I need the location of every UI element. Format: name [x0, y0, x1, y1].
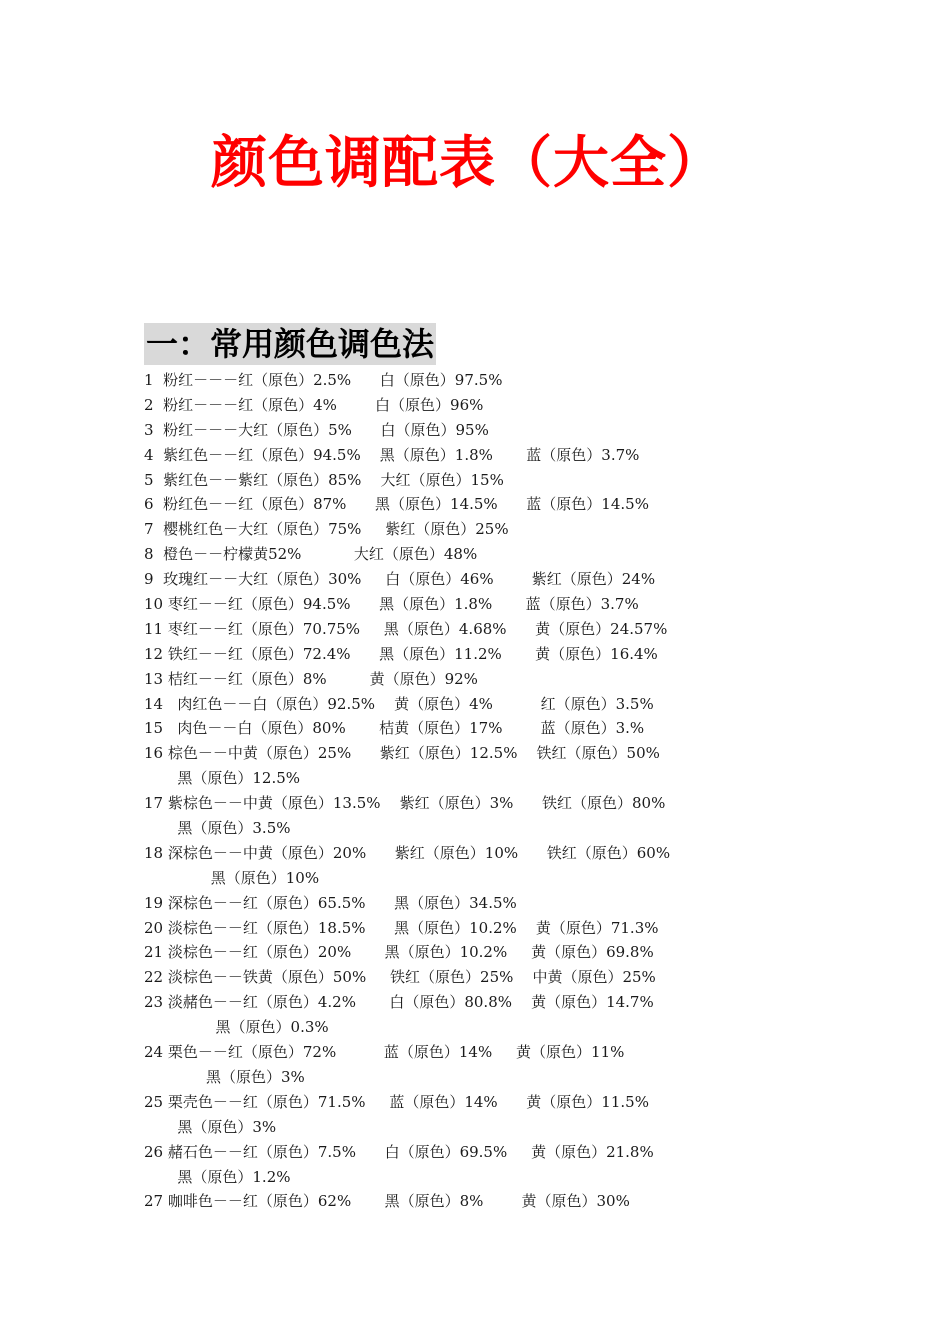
recipe-line: 24 栗色－－红（原色）72% 蓝（原色）14% 黄（原色）11%	[144, 1043, 625, 1062]
recipe-line: 2 粉红－－－红（原色）4% 白（原色）96%	[144, 395, 484, 414]
recipe-line: 黑（原色）3%	[144, 1067, 305, 1086]
recipe-line: 21 淡棕色－－红（原色）20% 黑（原色）10.2% 黄（原色）69.8%	[144, 943, 654, 962]
recipe-line: 9 玫瑰红－－大红（原色）30% 白（原色）46% 紫红（原色）24%	[144, 570, 656, 589]
recipe-line: 4 紫红色－－红（原色）94.5% 黑（原色）1.8% 蓝（原色）3.7%	[144, 445, 640, 464]
recipe-line: 17 紫棕色－－中黄（原色）13.5% 紫红（原色）3% 铁红（原色）80%	[144, 794, 666, 813]
recipe-line: 黑（原色）1.2%	[144, 1167, 291, 1186]
recipe-line: 黑（原色）0.3%	[144, 1018, 329, 1037]
recipe-line: 27 咖啡色－－红（原色）62% 黑（原色）8% 黄（原色）30%	[144, 1192, 630, 1211]
recipe-line: 1 粉红－－－红（原色）2.5% 白（原色）97.5%	[144, 371, 503, 389]
recipe-line: 黑（原色）3.5%	[144, 819, 291, 838]
recipe-line: 黑（原色）12.5%	[144, 769, 301, 788]
recipe-line: 15 肉色－－白（原色）80% 桔黄（原色）17% 蓝（原色）3.%	[144, 719, 645, 738]
recipe-line: 12 铁红－－红（原色）72.4% 黑（原色）11.2% 黄（原色）16.4%	[144, 644, 658, 663]
recipe-line: 13 桔红－－红（原色）8% 黄（原色）92%	[144, 669, 478, 688]
recipe-line: 23 淡赭色－－红（原色）4.2% 白（原色）80.8% 黄（原色）14.7%	[144, 993, 654, 1012]
recipe-line: 8 橙色－－柠檬黄52% 大红（原色）48%	[144, 545, 478, 564]
recipe-line: 19 深棕色－－红（原色）65.5% 黑（原色）34.5%	[144, 893, 517, 912]
recipe-line: 22 淡棕色－－铁黄（原色）50% 铁红（原色）25% 中黄（原色）25%	[144, 968, 656, 987]
recipe-line: 黑（原色）3%	[144, 1117, 277, 1136]
recipe-line: 5 紫红色－－紫红（原色）85% 大红（原色）15%	[144, 470, 504, 489]
recipe-line: 16 棕色－－中黄（原色）25% 紫红（原色）12.5% 铁红（原色）50%	[144, 744, 660, 763]
recipe-line: 3 粉红－－－大红（原色）5% 白（原色）95%	[144, 420, 489, 439]
section-heading: 一：常用颜色调色法	[146, 325, 435, 363]
recipe-line: 7 樱桃红色－大红（原色）75% 紫红（原色）25%	[144, 520, 509, 539]
document-title: 颜色调配表（大全）	[211, 130, 724, 196]
recipe-line: 10 枣红－－红（原色）94.5% 黑（原色）1.8% 蓝（原色）3.7%	[144, 595, 639, 614]
recipe-line: 14 肉红色－－白（原色）92.5% 黄（原色）4% 红（原色）3.5%	[144, 694, 654, 713]
recipe-line: 20 淡棕色－－红（原色）18.5% 黑（原色）10.2% 黄（原色）71.3%	[144, 918, 659, 937]
recipe-line: 18 深棕色－－中黄（原色）20% 紫红（原色）10% 铁红（原色）60%	[144, 843, 671, 862]
recipe-line: 黑（原色）10%	[144, 868, 320, 887]
recipe-line: 11 枣红－－红（原色）70.75% 黑（原色）4.68% 黄（原色）24.57%	[144, 619, 668, 638]
recipe-line: 25 栗壳色－－红（原色）71.5% 蓝（原色）14% 黄（原色）11.5%	[144, 1092, 649, 1111]
color-recipe-list	[144, 368, 904, 1214]
recipe-line: 26 赭石色－－红（原色）7.5% 白（原色）69.5% 黄（原色）21.8%	[144, 1142, 654, 1161]
recipe-line: 6 粉红色－－红（原色）87% 黑（原色）14.5% 蓝（原色）14.5%	[144, 495, 649, 514]
